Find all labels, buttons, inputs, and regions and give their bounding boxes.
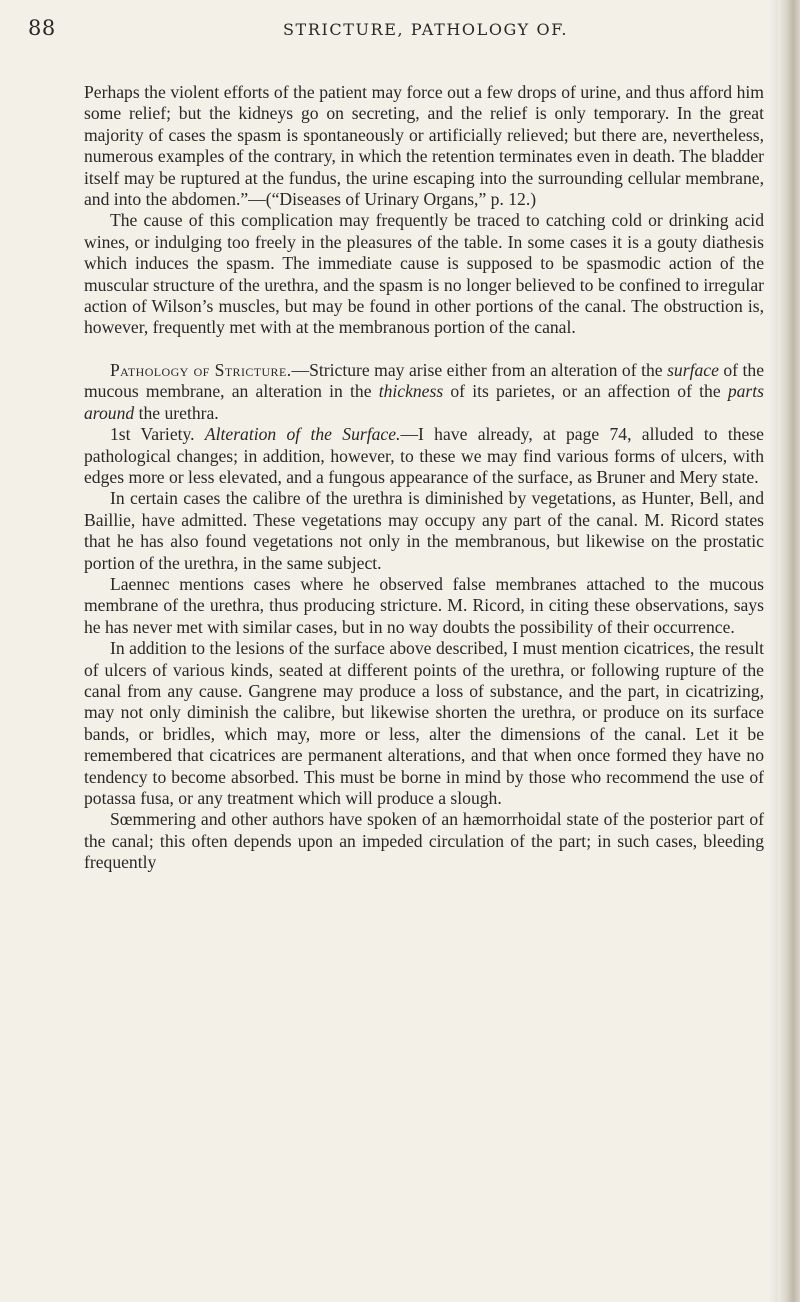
paragraph-soemmering: Sœmmering and other authors have spoken of an hæmorrhoidal state of the posterior part of the canal; this often depends upon an impeded circulation of the part; in such cases, bleeding frequently <box>84 809 764 873</box>
paragraph-cause: The cause of this complication may frequently be traced to catching cold or drinking acid wines, or indulging too freely in the pleasures of the table. In some cases it is a gouty diathesis which induces the spasm. The immediate cause is supposed to be spasmodic action of the muscular structure of the urethra, and the spasm is no longer believed to be confined to irregular action of Wilson’s muscles, but may be found in other portions of the canal. The obstruction is, however, frequently met with at the membranous portion of the canal. <box>84 210 764 338</box>
italic-term: parts around <box>84 381 764 423</box>
running-head: STRICTURE, PATHOLOGY OF. <box>283 20 569 39</box>
page-number: 88 <box>28 16 56 40</box>
body-text <box>84 82 764 874</box>
section-heading: Pathology of Stricture. <box>110 359 292 380</box>
variety-label: 1st Variety. <box>110 424 205 445</box>
text-run: of its parietes, or an affection of the <box>443 381 728 402</box>
italic-term: surface <box>667 359 719 380</box>
paragraph-vegetations: In certain cases the calibre of the urethra is diminished by vegetations, as Hunter, Bell, and Baillie, have admitted. These vegetations may occupy any part of the canal. M. Ricord states that he has also found vegetations not only in the membranous, but likewise on the prostatic portion of the urethra, in the same subject. <box>84 488 764 573</box>
paragraph-cicatrices: In addition to the lesions of the surface above described, I must mention cicatrices, the result of ulcers of various kinds, seated at different points of the urethra, or following rupture of the canal from any cause. Gangrene may produce a loss of substance, and the part, in cicatrizing, may not only diminish the calibre, but likewise shorten the urethra, or produce on its surface bands, or bridles, which may, more or less, alter the dimensions of the canal. Let it be remembered that cicatrices are permanent alterations, and that when once formed they have no tendency to become absorbed. This must be borne in mind by those who recommend the use of potassa fusa, or any treatment which will produce a slough. <box>84 638 764 808</box>
text-run: the urethra. <box>134 402 219 423</box>
text-run: of the mucous membrane, an alteration in the <box>84 359 765 402</box>
gutter-shadow <box>768 0 778 1302</box>
paragraph-retention: Perhaps the violent efforts of the patient may force out a few drops of urine, and thus afford him some relief; but the kidneys go on secreting, and the relief is only temporary. In the great majority of cases the spasm is spontaneously or artificially relieved; but there are, nevertheless, numerous examples of the contrary, in which the retention terminates even in death. The bladder itself may be ruptured at the fundus, the urine escaping into the surrounding cellular membrane, and into the abdomen.”—(“Diseases of Urinary Organs,” p. 12.) <box>84 82 764 210</box>
italic-term: thickness <box>378 381 444 402</box>
paragraph-laennec: Laennec mentions cases where he observed false membranes attached to the mucous membrane of the urethra, thus producing stricture. M. Ricord, in citing these observations, says he has never met with similar cases, but in no way doubts the possibility of their occurrence. <box>84 573 764 637</box>
text-run: —I have already, at page 74, alluded to these pathological changes; in addition, however, to these we may find various forms of ulcers, with edges more or less elevated, and a fungous appearance of the surface, as Bruner and Mery state. <box>84 424 764 487</box>
paragraph-first-variety <box>84 424 764 488</box>
variety-title: Alteration of the Surface. <box>204 424 401 445</box>
page-edge <box>778 0 800 1302</box>
text-run: —Stricture may arise either from an alteration of the <box>291 359 668 380</box>
paragraph-pathology <box>84 360 764 424</box>
